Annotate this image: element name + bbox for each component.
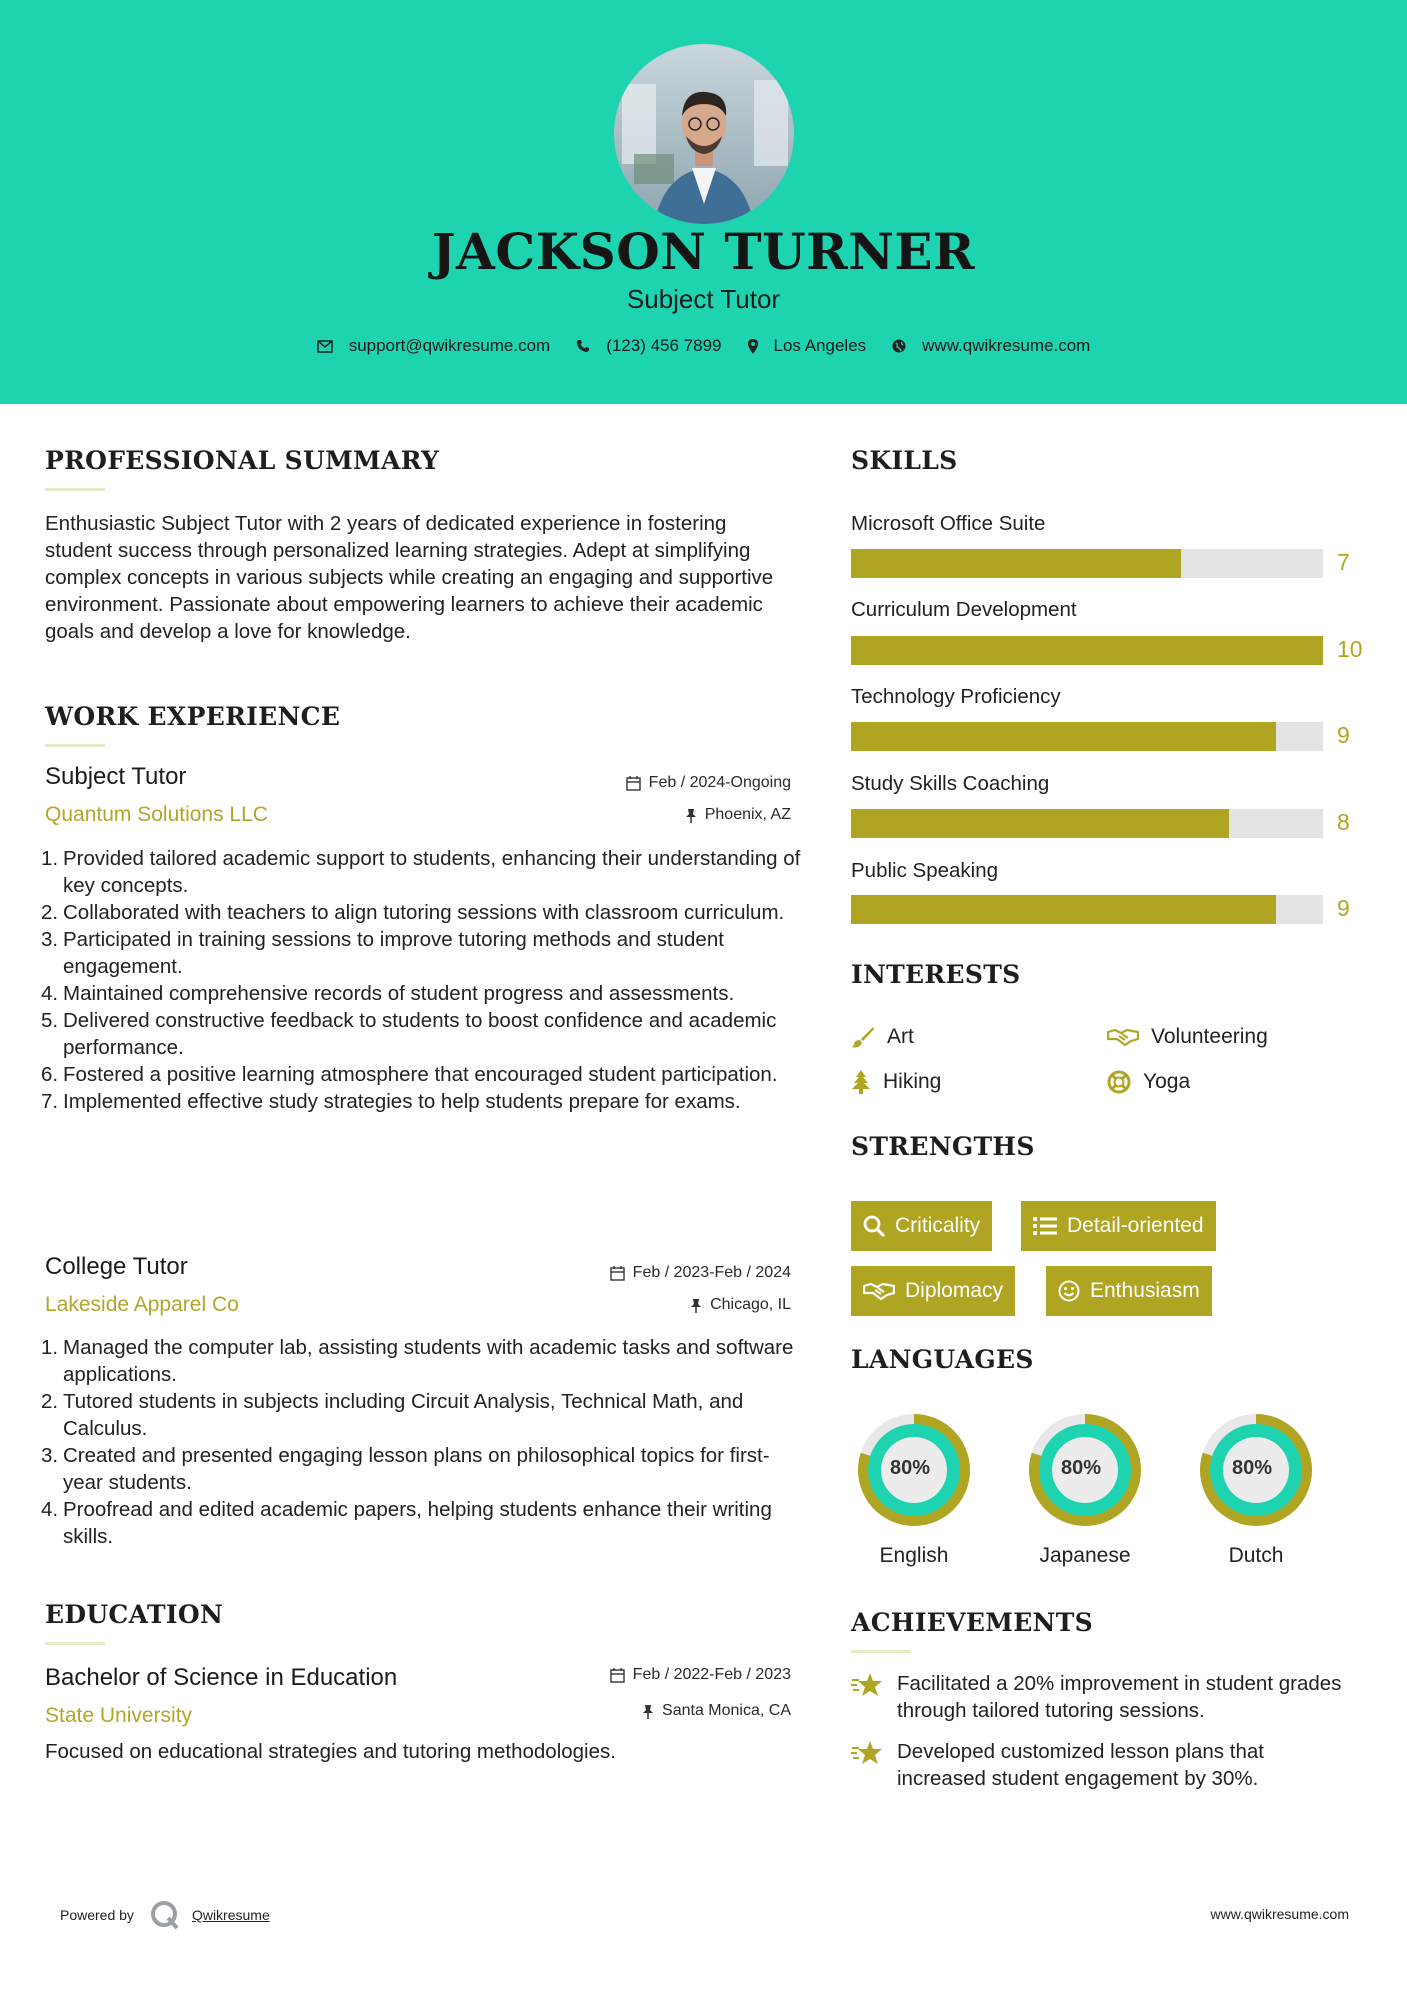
achievement-item <box>851 1738 1351 1792</box>
language-percent: 80% <box>1060 1457 1102 1479</box>
strength-chip <box>1021 1201 1216 1251</box>
skill-bar-fill <box>851 636 1323 665</box>
list-text: Collaborated with teachers to align tutoring sessions with classroom curriculum. <box>63 901 785 924</box>
language-name: Japanese <box>1039 1544 1131 1567</box>
skill-bar-fill <box>851 549 1181 578</box>
summary-heading: PROFESSIONAL SUMMARY <box>45 446 440 475</box>
globe-icon <box>892 339 906 353</box>
skill-name: Curriculum Development <box>851 598 1077 621</box>
skill-value: 7 <box>1337 549 1350 575</box>
contact-bar <box>0 336 1407 356</box>
location-text: Los Angeles <box>773 336 867 355</box>
job-company: Quantum Solutions LLC <box>45 803 268 826</box>
job-dates <box>626 774 791 792</box>
email-text: support@qwikresume.com <box>348 336 551 355</box>
strength-label: Diplomacy <box>905 1279 1004 1302</box>
achievements-heading: ACHIEVEMENTS <box>851 1608 1093 1637</box>
list-text: Created and presented engaging lesson plans on philosophical topics for first-year students. <box>63 1444 770 1494</box>
job-title: College Tutor <box>45 1253 188 1280</box>
strengths-heading: STRENGTHS <box>851 1132 1035 1161</box>
skill-name: Microsoft Office Suite <box>851 512 1046 535</box>
list-text: Delivered constructive feedback to students to boost confidence and academic performance. <box>63 1009 777 1059</box>
powered-by-text: Powered by <box>60 1907 134 1923</box>
website-text: www.qwikresume.com <box>922 336 1091 355</box>
education-location <box>642 1702 791 1720</box>
strength-label: Enthusiasm <box>1090 1279 1200 1302</box>
skill-value: 10 <box>1337 636 1363 662</box>
skill-bar-fill <box>851 895 1276 924</box>
strength-label: Detail-oriented <box>1067 1214 1204 1237</box>
strength-chip <box>851 1266 1015 1316</box>
calendar-icon <box>626 776 641 791</box>
profile-photo <box>614 44 794 224</box>
map-marker-icon <box>748 339 758 354</box>
pin-icon <box>685 808 697 823</box>
envelope-icon <box>317 340 333 353</box>
language-item <box>1020 1409 1150 1568</box>
footer-website[interactable]: www.qwikresume.com <box>1210 1906 1349 1922</box>
candidate-name: JACKSON TURNER <box>431 222 976 281</box>
interest-item <box>1107 1025 1268 1049</box>
skill-bar <box>851 895 1323 924</box>
interest-label: Art <box>887 1025 914 1048</box>
skill-value: 8 <box>1337 809 1350 835</box>
smile-icon <box>1058 1280 1080 1302</box>
achievement-item <box>851 1670 1351 1724</box>
job-title: Subject Tutor <box>45 763 187 790</box>
list-text: Proofread and edited academic papers, helping students enhance their writing skills. <box>63 1498 772 1548</box>
education-dates <box>610 1666 791 1684</box>
skill-name: Technology Proficiency <box>851 685 1061 708</box>
skill-bar <box>851 722 1323 751</box>
list-item <box>41 845 801 899</box>
school-name: State University <box>45 1704 193 1727</box>
language-name: Dutch <box>1228 1544 1284 1567</box>
footer-powered-by <box>60 1898 270 1932</box>
skill-name: Public Speaking <box>851 859 999 882</box>
list-number: 2. <box>41 901 59 924</box>
education-heading: EDUCATION <box>45 1600 224 1629</box>
languages-heading: LANGUAGES <box>851 1345 1034 1374</box>
summary-text: Enthusiastic Subject Tutor with 2 years of dedicated experience in fostering student success through personalized learning strategies. Adept at simplifying complex concepts in various subjects while creating an engaging and supportive environment. Passionate about empowering learners to achieve their academic goals and develop a love for knowledge. <box>45 512 774 643</box>
contact-phone[interactable] <box>576 336 721 356</box>
list-number: 5. <box>41 1009 59 1032</box>
job-bullets <box>41 1334 801 1550</box>
interest-item <box>851 1070 941 1094</box>
experience-heading: WORK EXPERIENCE <box>45 702 341 731</box>
achievements-underline <box>851 1650 911 1653</box>
achievement-text: Facilitated a 20% improvement in student grades through tailored tutoring sessions. <box>897 1672 1342 1722</box>
list-text: Provided tailored academic support to students, enhancing their understanding of key concepts. <box>63 847 801 897</box>
star-icon <box>851 1740 885 1766</box>
list-item <box>41 1007 801 1061</box>
contact-website[interactable] <box>892 336 1090 356</box>
list-item <box>41 1442 801 1496</box>
handshake-icon <box>1107 1027 1139 1047</box>
language-percent: 80% <box>889 1457 931 1479</box>
summary-underline <box>45 488 105 491</box>
list-item <box>41 1388 801 1442</box>
skill-bar-fill <box>851 722 1276 751</box>
degree-title: Bachelor of Science in Education <box>45 1664 398 1691</box>
list-text: Managed the computer lab, assisting students with academic tasks and software applications. <box>63 1336 794 1386</box>
list-number: 7. <box>41 1090 59 1113</box>
list-item <box>41 1496 801 1550</box>
tree-icon <box>851 1070 871 1094</box>
strength-label: Criticality <box>895 1214 981 1237</box>
list-number: 4. <box>41 982 59 1005</box>
skill-value: 9 <box>1337 722 1350 748</box>
candidate-title: Subject Tutor <box>626 284 781 314</box>
pin-icon <box>642 1704 654 1719</box>
job-dates-text: Feb / 2023-Feb / 2024 <box>632 1264 791 1281</box>
list-number: 1. <box>41 1336 59 1359</box>
list-item <box>41 1061 801 1088</box>
language-percent: 80% <box>1231 1457 1273 1479</box>
job-dates-text: Feb / 2024-Ongoing <box>648 774 791 791</box>
skill-name: Study Skills Coaching <box>851 772 1050 795</box>
list-text: Tutored students in subjects including Circuit Analysis, Technical Math, and Calculus. <box>63 1390 744 1440</box>
list-number: 3. <box>41 1444 59 1467</box>
calendar-icon <box>610 1266 625 1281</box>
education-dates-text: Feb / 2022-Feb / 2023 <box>632 1666 791 1683</box>
pin-icon <box>690 1298 702 1313</box>
qwikresume-link[interactable]: Qwikresume <box>191 1907 270 1923</box>
skills-heading: SKILLS <box>851 446 958 475</box>
list-item <box>41 926 801 980</box>
language-item <box>1191 1409 1321 1568</box>
interest-item <box>851 1025 914 1049</box>
list-number: 4. <box>41 1498 59 1521</box>
list-text: Participated in training sessions to improve tutoring methods and student engagement. <box>63 928 724 978</box>
language-item <box>849 1409 979 1568</box>
interest-item <box>1107 1070 1190 1094</box>
header-banner <box>0 0 1407 404</box>
list-text: Maintained comprehensive records of student progress and assessments. <box>63 982 735 1005</box>
job-bullets <box>41 845 801 1115</box>
skill-bar <box>851 809 1323 838</box>
interest-label: Volunteering <box>1151 1025 1268 1048</box>
job-location <box>685 806 791 824</box>
list-number: 1. <box>41 847 59 870</box>
star-icon <box>851 1672 885 1698</box>
education-description: Focused on educational strategies and tutoring methodologies. <box>45 1740 616 1763</box>
interest-label: Yoga <box>1143 1070 1191 1093</box>
qwikresume-logo-icon <box>148 1898 182 1932</box>
skill-value: 9 <box>1337 895 1350 921</box>
list-number: 3. <box>41 928 59 951</box>
achievement-text: Developed customized lesson plans that increased student engagement by 30%. <box>897 1740 1264 1790</box>
contact-location <box>748 336 867 356</box>
handshake-icon <box>863 1281 895 1301</box>
education-location-text: Santa Monica, CA <box>662 1702 791 1719</box>
job-location-text: Phoenix, AZ <box>704 806 791 823</box>
list-item <box>41 899 801 926</box>
skill-bar <box>851 549 1323 578</box>
list-icon <box>1033 1216 1057 1236</box>
job-company: Lakeside Apparel Co <box>45 1293 239 1316</box>
skill-bar <box>851 636 1323 665</box>
list-text: Implemented effective study strategies to help students prepare for exams. <box>63 1090 741 1113</box>
strength-chip <box>1046 1266 1212 1316</box>
list-number: 6. <box>41 1063 59 1086</box>
language-name: English <box>879 1544 949 1567</box>
list-text: Fostered a positive learning atmosphere that encouraged student participation. <box>63 1063 778 1086</box>
life-ring-icon <box>1107 1070 1131 1094</box>
strength-chip <box>851 1201 992 1251</box>
list-item <box>41 980 801 1007</box>
search-icon <box>863 1215 885 1237</box>
contact-email[interactable] <box>317 336 551 356</box>
job-location-text: Chicago, IL <box>710 1296 791 1313</box>
phone-text: (123) 456 7899 <box>606 336 722 355</box>
interests-heading: INTERESTS <box>851 960 1021 989</box>
list-item <box>41 1334 801 1388</box>
education-underline <box>45 1642 105 1645</box>
job-location <box>690 1296 791 1314</box>
experience-underline <box>45 744 105 747</box>
job-dates <box>610 1264 791 1282</box>
list-number: 2. <box>41 1390 59 1413</box>
interest-label: Hiking <box>883 1070 942 1093</box>
calendar-icon <box>610 1668 625 1683</box>
list-item <box>41 1088 801 1115</box>
skill-bar-fill <box>851 809 1229 838</box>
phone-icon <box>576 339 590 353</box>
paintbrush-icon <box>851 1026 875 1048</box>
